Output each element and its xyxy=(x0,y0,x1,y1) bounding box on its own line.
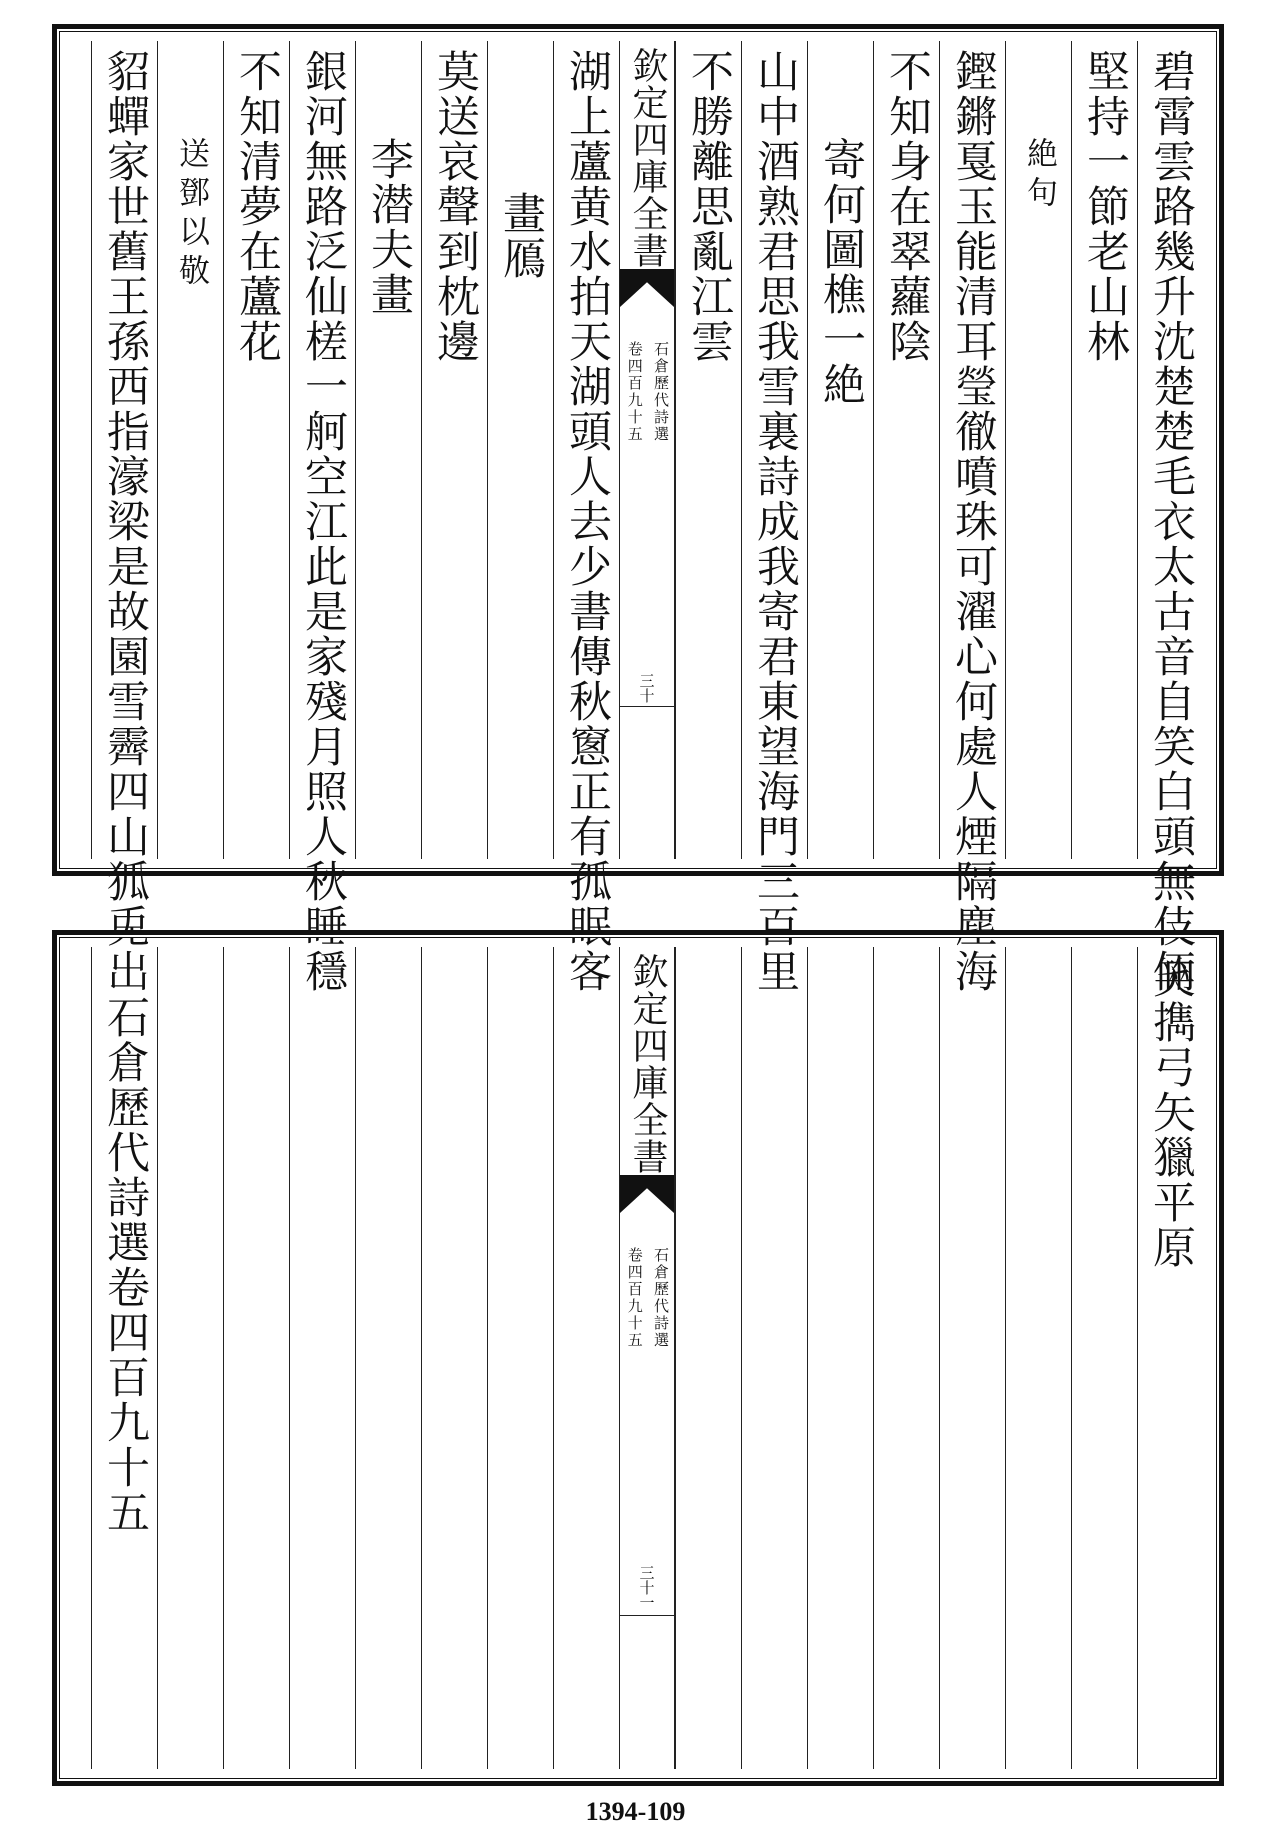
column-text: 貂蟬家世舊王孫西指濠梁是故園雪霽四山狐兎出 xyxy=(100,49,150,994)
text-column xyxy=(1137,947,1203,1769)
band-page-number: 三十一 xyxy=(637,1565,656,1610)
column-text: 石倉歷代詩選卷四百九十五 xyxy=(100,995,150,1535)
fish-tail-mark xyxy=(620,269,674,307)
empty-column xyxy=(807,947,873,1769)
text-column xyxy=(487,41,553,859)
column-text: 送鄧以敬 xyxy=(173,137,209,293)
text-column xyxy=(873,41,939,859)
text-column xyxy=(553,41,619,994)
text-column xyxy=(741,41,807,994)
empty-column xyxy=(873,947,939,1769)
text-column xyxy=(355,41,421,859)
column-text: 不知身在翠蘿陰 xyxy=(882,49,932,364)
page-reference: 1394-109 xyxy=(585,1797,686,1826)
text-column xyxy=(421,41,487,859)
empty-column xyxy=(355,947,421,1769)
column-text: 碧霄雲路幾升沈楚楚毛衣太古音自笑白頭無伎倆 xyxy=(1146,49,1196,994)
column-text: 銀河無路泛仙槎一舸空江此是家殘月照人秋睡穩 xyxy=(298,49,348,994)
text-column xyxy=(675,41,741,859)
column-text: 畫鴈 xyxy=(496,191,546,281)
column-text: 絶句 xyxy=(1021,137,1057,215)
band-rule xyxy=(620,1615,674,1616)
top-page xyxy=(52,24,1224,994)
bottom-page xyxy=(52,930,1224,1786)
empty-column xyxy=(553,947,619,1769)
column-text: 莫送哀聲到枕邊 xyxy=(430,49,480,364)
band-volume: 卷四百九十五 xyxy=(625,1247,644,1349)
column-text: 笑擕弓矢獵平原 xyxy=(1146,955,1196,1270)
column-text: 鏗鏘戛玉能清耳瑩徹噴珠可濯心何處人煙隔塵海 xyxy=(948,49,998,994)
empty-column xyxy=(1005,947,1071,1769)
column-text: 不勝離思亂江雲 xyxy=(684,49,734,364)
column-text: 湖上蘆黄水拍天湖頭人去少書傳秋窻正有孤眠客 xyxy=(562,49,612,994)
text-column xyxy=(1005,41,1071,859)
empty-column xyxy=(157,947,223,1769)
text-column xyxy=(157,41,223,859)
text-column xyxy=(223,41,289,859)
fish-tail-mark xyxy=(620,1175,674,1213)
band-book-title: 石倉歷代詩選 xyxy=(652,341,670,443)
band-book-title: 石倉歷代詩選 xyxy=(652,1247,670,1349)
empty-column xyxy=(289,947,355,1769)
text-column xyxy=(289,41,355,994)
empty-column xyxy=(421,947,487,1769)
empty-column xyxy=(675,947,741,1769)
column-text: 李潜夫畫 xyxy=(364,137,414,317)
band-page-number: 三十 xyxy=(637,673,656,703)
center-band xyxy=(619,41,675,859)
column-text: 寄何圖樵一絶 xyxy=(816,137,866,407)
text-column xyxy=(1071,41,1137,859)
center-band xyxy=(619,947,675,1769)
text-column xyxy=(1137,41,1203,994)
text-column xyxy=(91,947,157,1769)
empty-column xyxy=(939,947,1005,1769)
empty-column xyxy=(487,947,553,1769)
empty-column xyxy=(1071,947,1137,1769)
band-volume: 卷四百九十五 xyxy=(625,341,644,443)
empty-column xyxy=(741,947,807,1769)
column-text: 堅持一節老山林 xyxy=(1080,49,1130,364)
band-title: 欽定四庫全書 xyxy=(627,47,668,269)
band-rule xyxy=(620,706,674,707)
column-text: 山中酒熟君思我雪裏詩成我寄君東望海門三百里 xyxy=(750,49,800,994)
band-title: 欽定四庫全書 xyxy=(627,953,668,1175)
text-column xyxy=(807,41,873,859)
text-column xyxy=(91,41,157,994)
empty-column xyxy=(223,947,289,1769)
column-text: 不知清夢在蘆花 xyxy=(232,49,282,364)
text-column xyxy=(939,41,1005,994)
